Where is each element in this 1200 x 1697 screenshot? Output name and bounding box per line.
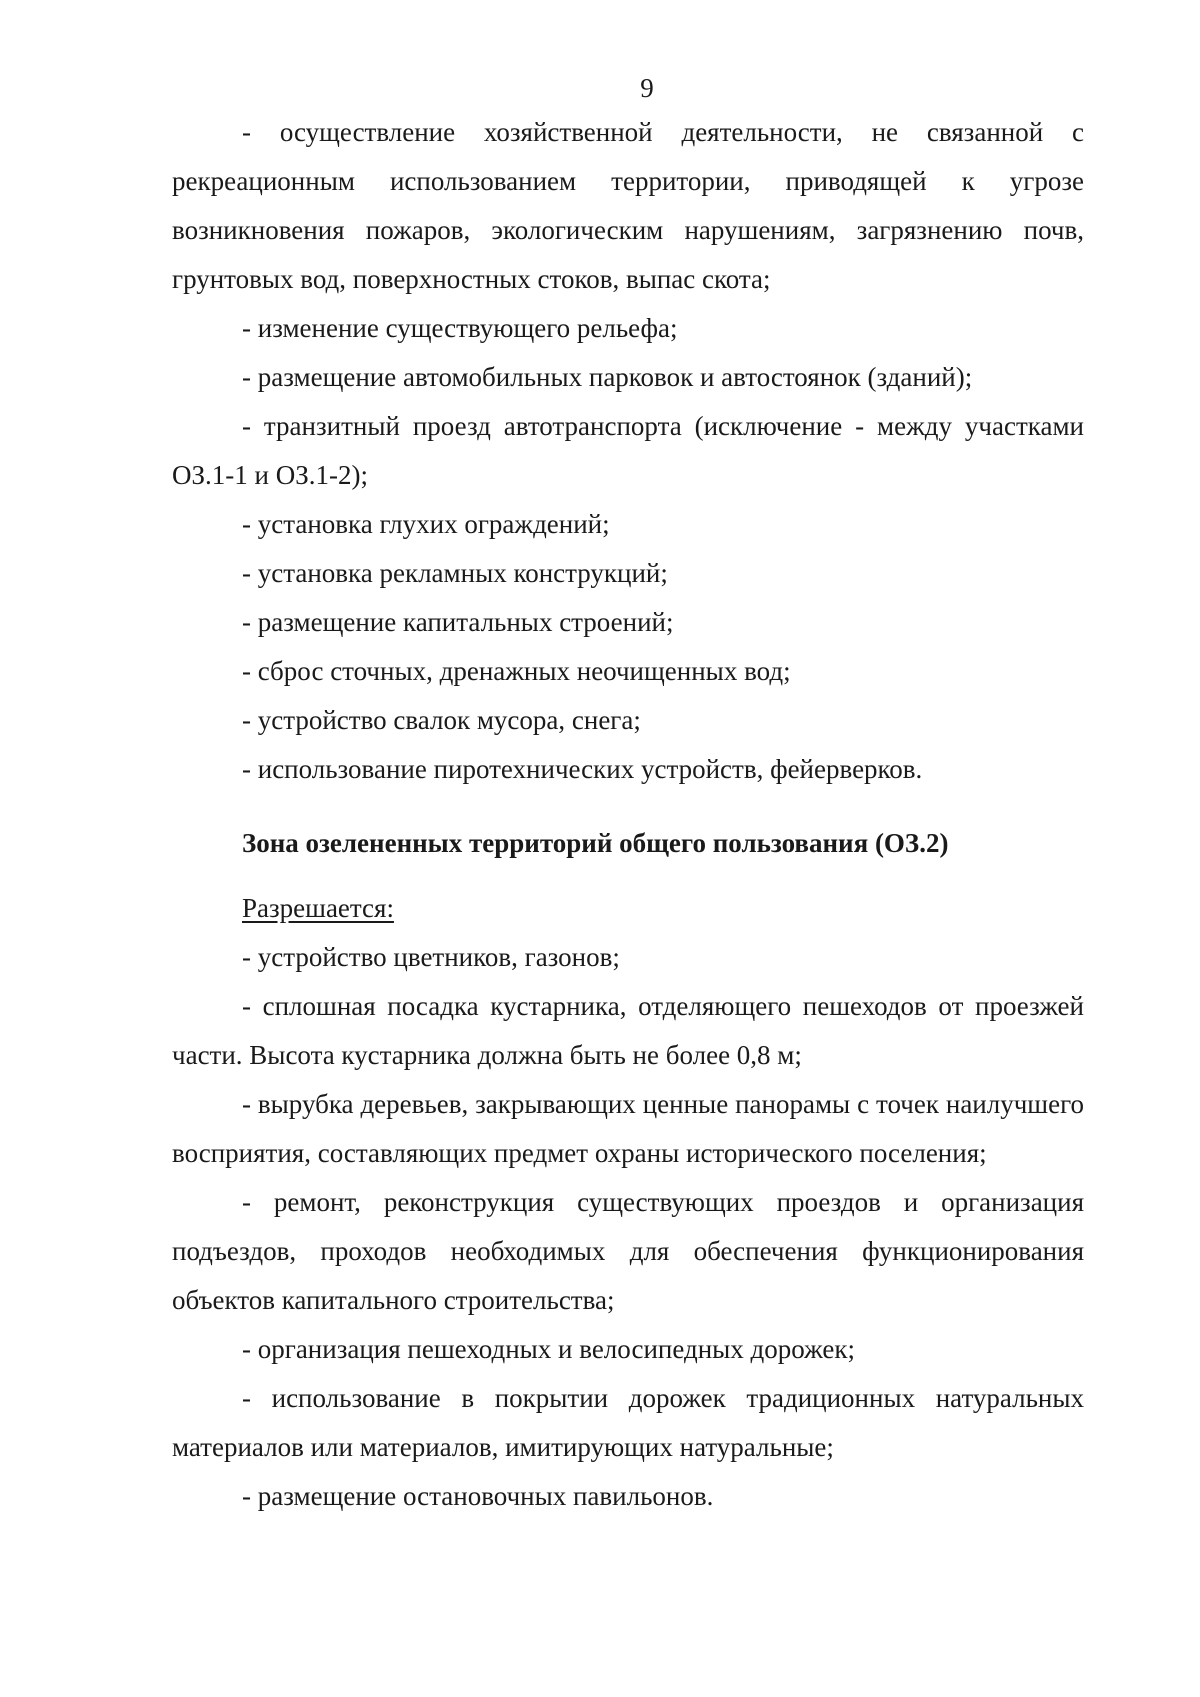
list-item: - организация пешеходных и велосипедных дорожек;	[242, 1334, 856, 1364]
list-item: - использование пиротехнических устройств, фейерверков.	[242, 754, 923, 784]
document-page	[172, 68, 1084, 1521]
list-item: - изменение существующего рельефа;	[242, 313, 678, 343]
list-item: - сброс сточных, дренажных неочищенных вод;	[242, 656, 791, 686]
list-item: - размещение капитальных строений;	[242, 607, 674, 637]
list-item: - устройство цветников, газонов;	[242, 942, 620, 972]
list-item: - вырубка деревьев, закрывающих ценные панорамы с точек наилучшего восприятия, составляющих предмет охраны исторического поселения;	[172, 1089, 1084, 1168]
page-number: 9	[640, 73, 654, 103]
list-item: - установка глухих ограждений;	[242, 509, 610, 539]
allowed-subheading	[172, 884, 1084, 933]
list-item: - устройство свалок мусора, снега;	[242, 705, 641, 735]
list-item: - осуществление хозяйственной деятельности, не связанной с рекреационным использованием территории, приводящей к угрозе возникновения пожаров, экологическим нарушениям, загрязнению почв, грунтовых вод, поверхностных стоков, выпас скота;	[172, 117, 1084, 294]
prohibited-list	[172, 108, 1084, 794]
list-item: - ремонт, реконструкция существующих проездов и организация подъездов, проходов необходимых для обеспечения функционирования объектов капитального строительства;	[172, 1187, 1084, 1315]
list-item: - использование в покрытии дорожек традиционных натуральных материалов или материалов, имитирующих натуральные;	[172, 1383, 1084, 1462]
list-item: - размещение автомобильных парковок и автостоянок (зданий);	[242, 362, 973, 392]
list-item: - транзитный проезд автотранспорта (исключение - между участками ОЗ.1-1 и ОЗ.1-2);	[172, 411, 1084, 490]
list-item: - размещение остановочных павильонов.	[242, 1481, 714, 1511]
allowed-label: Разрешается:	[242, 893, 394, 923]
allowed-list	[172, 933, 1084, 1521]
list-item: - установка рекламных конструкций;	[242, 558, 668, 588]
section-heading: Зона озелененных территорий общего пользования (ОЗ.2)	[242, 828, 949, 858]
list-item: - сплошная посадка кустарника, отделяющего пешеходов от проезжей части. Высота кустарника должна быть не более 0,8 м;	[172, 991, 1084, 1070]
